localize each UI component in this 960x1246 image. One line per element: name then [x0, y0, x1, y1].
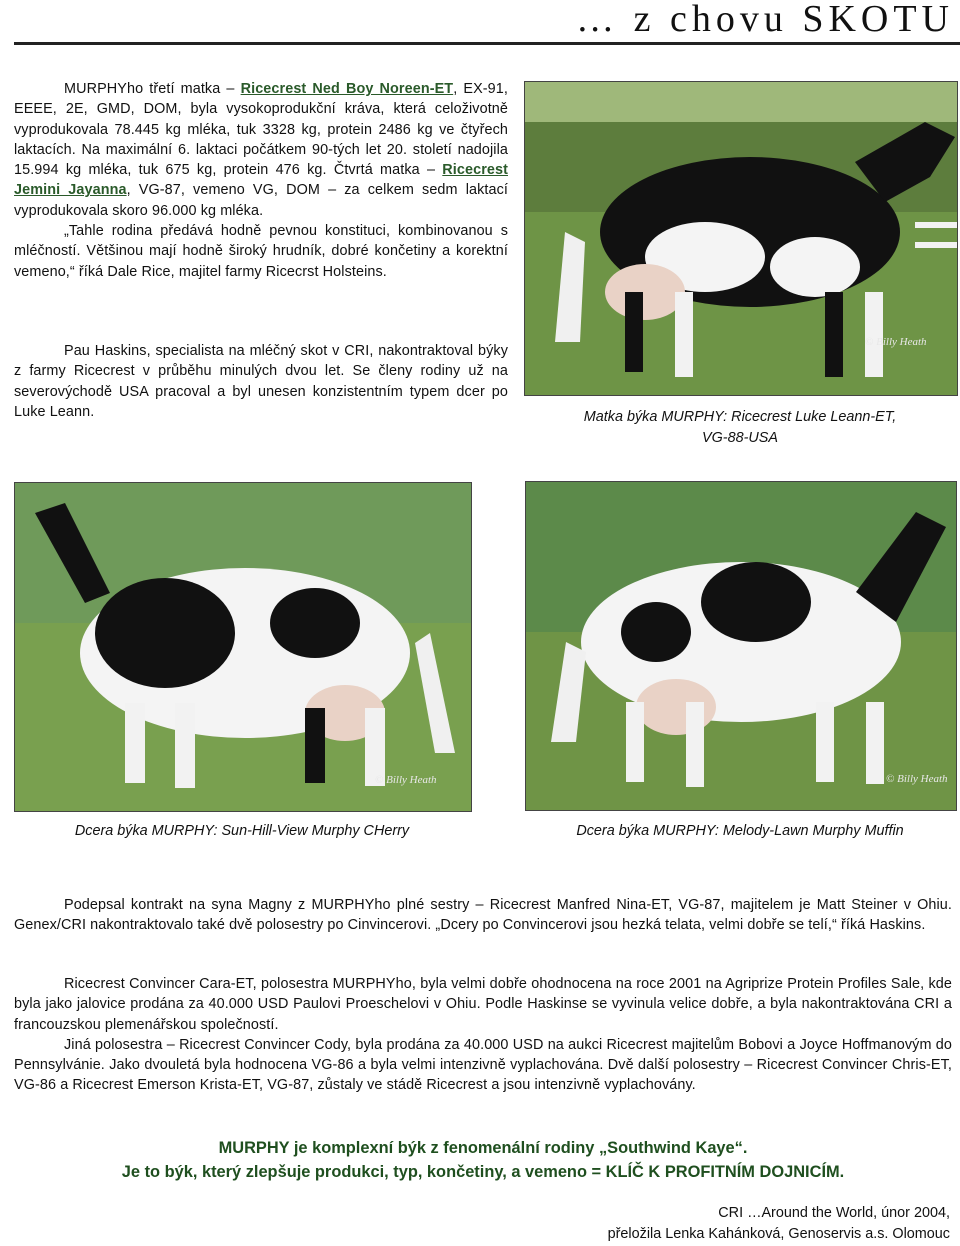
photo-daughter-cherry [14, 482, 472, 812]
cow-illustration [525, 82, 957, 395]
credit-line-2: přeložila Lenka Kahánková, Genoservis a.s. Olomouc [607, 1226, 950, 1242]
body-paragraph-1: Podepsal kontrakt na syna Magny z MURPHYho plné sestry – Ricecrest Manfred Nina-ET, VG-87, majitelem je Matt Steiner v Ohiu. Genex/CRI nakontraktovalo také dvě polosestry po Cinvincerovi. „Dcery po Convincerovi jsou hezká telata, velmi dobře se telí,“ říká Haskins. [14, 897, 952, 934]
intro-text-2 [14, 341, 508, 422]
body-paragraph-1-block [14, 895, 952, 936]
body-paragraphs-block [14, 974, 952, 1096]
credit-line-1: CRI …Around the World, únor 2004, [718, 1205, 950, 1221]
link-noreen[interactable]: Ricecrest Ned Boy Noreen-ET [240, 81, 454, 97]
cow-illustration [15, 483, 471, 811]
intro-text-span: MURPHYho třetí matka – [64, 81, 241, 97]
intro-paragraph-1 [14, 79, 508, 221]
caption-dam-line1: Matka býka MURPHY: Ricecrest Luke Leann-ET, [583, 409, 897, 425]
intro-paragraph-3: Pau Haskins, specialista na mléčný skot v CRI, nakontraktoval býky z farmy Ricecrest v průběhu minulých dvou let. Se členy rodiny už na severovýchodě USA pracoval a byl unesen konzistentním typem dcer po Luke Leann. [14, 343, 508, 420]
photo-dam [524, 81, 958, 396]
body-paragraph-3: Jiná polosestra – Ricecrest Convincer Cody, byla prodána za 40.000 USD na aukci Ricecrest majitelům Bobovi a Joyce Hoffmanovým do Pennsylvánie. Jako dvouletá byla hodnocena VG-86 a byla velmi intenzivně vyplachována. Dvě další polosestry – Ricecrest Convincer Chris-ET, VG-86 a Ricecrest Emerson Krista-ET, VG-87, zůstaly ve stádě Ricecrest a jsou intenzivně vyplachovány. [14, 1036, 952, 1094]
intro-text-span: , EX-91, EEEE, 2E, GMD, DOM, byla vysokoprodukční kráva, která celoživotně vyprodukovala 78.445 kg mléka, tuk 3328 kg, protein 2486 kg ve čtyřech laktacích. Na maximální 6. laktaci počátkem 90-tých let 20. století nadojila 15.994 kg mléka, tuk 675 kg, protein 476 kg. Čtvrtá matka – [14, 81, 508, 179]
highlight-line-2: Je to býk, který zlepšuje produkci, typ, končetiny, a vemeno = KLÍČ K PROFITNÍM DOJNICÍM. [121, 1163, 845, 1181]
intro-text [14, 79, 508, 282]
caption-muffin: Dcera býka MURPHY: Melody-Lawn Murphy Muffin [576, 823, 904, 839]
photo-watermark: © Billy Heath [865, 336, 927, 348]
photo-watermark: © Billy Heath [886, 773, 948, 785]
highlight-block [14, 1136, 952, 1184]
header-rule [14, 42, 960, 45]
cow-illustration [526, 482, 956, 810]
intro-text-span: , VG-87, vemeno VG, DOM – za celkem sedm laktací vyprodukovala skoro 96.000 kg mléka. [14, 182, 508, 219]
body-paragraph-2: Ricecrest Convincer Cara-ET, polosestra MURPHYho, byla velmi dobře ohodnocena na roce 2001 na Agriprize Protein Profiles Sale, kde byla jako jalovice prodána za 40.000 USD Paulovi Proeschelovi v Ohiu. Podle Haskinse se vyvinula velice dobře, a byla nakontraktována CRI a francouzskou plemenářskou společností. [14, 976, 952, 1033]
page-header-title: … z chovu SKOTU [576, 0, 954, 40]
source-credit [450, 1203, 950, 1245]
caption-dam [524, 407, 956, 449]
caption-dam-line2: VG-88-USA [702, 430, 778, 446]
link-jayanna[interactable]: Ricecrest Jemini Jayanna [14, 162, 508, 199]
photo-daughter-muffin [525, 481, 957, 811]
intro-paragraph-2: „Tahle rodina předává hodně pevnou konstituci, kombinovanou s mléčností. Většinou mají hodně široký hrudník, dobré končetiny a korektní vemeno,“ říká Dale Rice, majitel farmy Ricecrst Holsteins. [14, 223, 508, 280]
caption-cherry: Dcera býka MURPHY: Sun-Hill-View Murphy CHerry [74, 823, 410, 839]
photo-watermark: © Billy Heath [375, 774, 437, 786]
highlight-line-1: MURPHY je komplexní býk z fenomenální rodiny „Southwind Kaye“. [218, 1139, 748, 1157]
